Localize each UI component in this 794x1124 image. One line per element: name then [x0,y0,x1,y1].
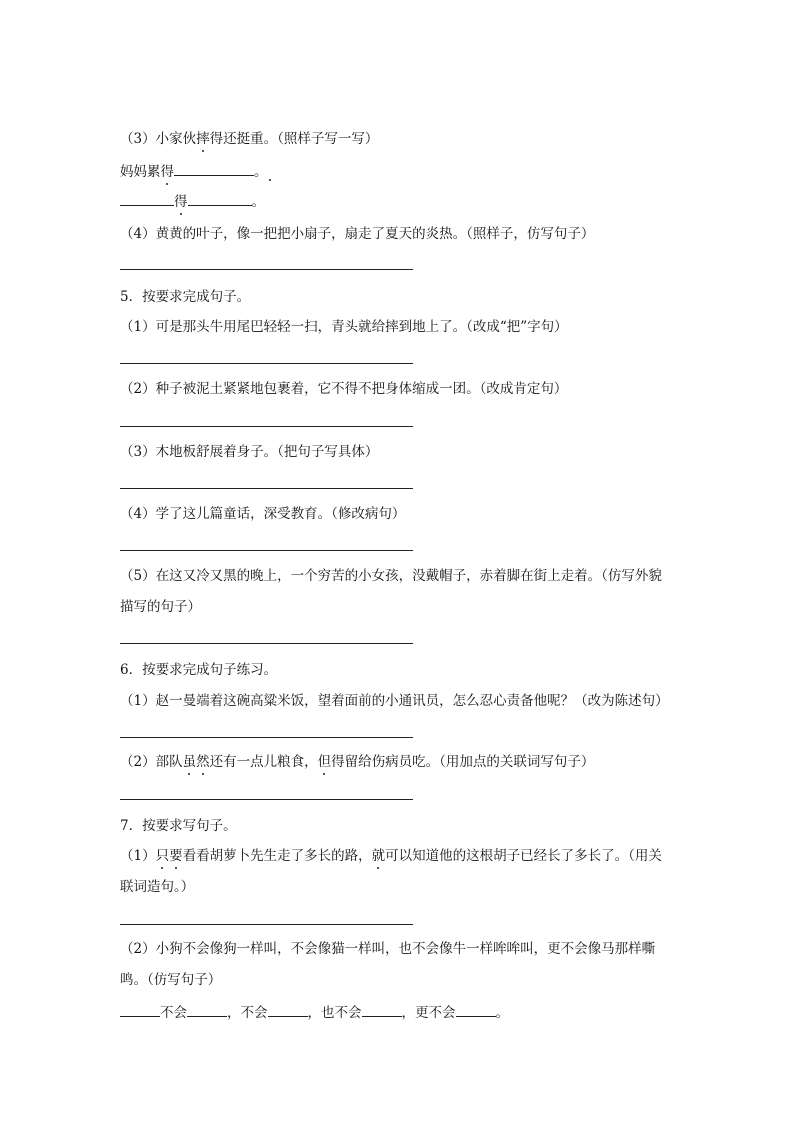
pattern-end: 。 [495,1005,509,1021]
q6-title: 6．按要求完成句子练习。 [120,662,278,678]
q7-item-1-line-2: 联词造句。） [120,879,195,895]
q6-item-2-text-c: 得留给伤病员吃。（用加点的关联词写句子） [331,754,595,770]
q5-item-2: （2）种子被泥土紧紧地包裹着，它不得不把身体缩成一团。（改成肯定句） [120,381,568,397]
q5-item-1-answer-line[interactable] [120,363,413,364]
q5-item-4-answer-line[interactable] [120,550,413,551]
q7-item-1-emphasized-char-1: 只 [155,848,170,864]
q5-item-3: （3）木地板舒展着身子。（把句子写具体） [120,444,379,460]
q6-item-2-text-b: 还有一点儿粮食， [209,754,318,770]
q4-3-prompt-text-a: （3）小家伙 [120,131,197,147]
q4-3-line2-blank-b[interactable] [188,192,252,206]
q5-item-3-answer-line[interactable] [120,488,413,489]
pattern-text-3: ，也不会 [307,1005,362,1021]
q5-title: 5．按要求完成句子。 [120,289,251,305]
q4-3-line1-emphasized-char: 得 [160,164,174,180]
q4-3-line2-emphasized-char: 得 [174,194,188,210]
q6-item-1-answer-line[interactable] [120,737,413,738]
q7-item-2-line-1: （2）小狗不会像狗一样叫，不会像猫一样叫，也不会像牛一样哞哞叫，更不会像马那样嘶 [120,941,656,957]
pattern-blank-5[interactable] [456,1003,496,1017]
q6-item-2-emphasized-char-2: 然 [196,754,210,770]
q5-item-2-answer-line[interactable] [120,426,413,427]
q7-item-1-text-b: 可以知道他的这根胡子已经长了多长了。（用关 [385,848,662,864]
q4-3-answer-line-1 [120,162,271,181]
q7-item-1-line-1 [120,847,662,865]
q5-item-5-answer-line[interactable] [120,643,413,644]
q6-item-2-answer-line[interactable] [120,799,413,800]
pattern-text-1: 不会 [160,1005,187,1021]
q4-3-line1-end: 。 [254,164,268,180]
pattern-text-2: ，不会 [227,1005,268,1021]
q4-4-prompt: （4）黄黄的叶子，像一把把小扇子，扇走了夏天的炎热。（照样子，仿写句子） [120,226,595,242]
q4-3-line2-end: 。 [251,194,265,210]
q6-item-2-text-a: （2）部队 [120,754,183,770]
q7-item-1-answer-line[interactable] [120,924,413,925]
q7-item-1-text-a: 看看胡萝卜先生走了多长的路， [182,848,372,864]
q7-item-1-number: （1） [120,848,156,864]
pattern-blank-4[interactable] [362,1003,402,1017]
q4-3-prompt-text-b: 得还挺重。（照样子写一写） [209,131,379,147]
q4-3-line2-blank-a[interactable] [120,192,174,206]
q6-item-2 [120,753,594,771]
q7-item-1-emphasized-char-3: 就 [371,848,386,864]
pattern-blank-1[interactable] [120,1003,160,1017]
q7-item-1-emphasized-char-2: 要 [169,848,183,864]
q4-3-line1-blank[interactable] [174,162,254,176]
q4-3-line1-text: 妈妈累 [120,164,161,180]
q7-item-2-line-2: 鸣。（仿写句子） [120,972,222,988]
q4-4-answer-line[interactable] [120,269,413,270]
q5-item-1: （1）可是那头牛用尾巴轻轻一扫，青头就给摔到地上了。（改成“把”字句） [120,319,568,335]
q5-item-4: （4）学了这儿篇童话，深受教育。（修改病句） [120,506,406,522]
pattern-blank-2[interactable] [187,1003,227,1017]
q7-item-2-pattern [120,1003,509,1022]
q6-item-1: （1）赵一曼端着这碗高粱米饭，望着面前的小通讯员，怎么忍心责备他呢？（改为陈述句） [120,693,669,709]
q6-item-2-emphasized-char-1: 虽 [182,754,197,770]
q4-3-line1-trailing-dot [269,179,271,181]
q4-3-emphasized-char: 摔 [196,131,210,147]
q5-item-5-line-1: （5）在这又冷又黑的晚上，一个穷苦的小女孩，没戴帽子，赤着脚在街上走着。（仿写外貌 [120,568,662,584]
q7-title: 7．按要求写句子。 [120,818,237,834]
q4-3-prompt [120,130,378,148]
pattern-text-4: ，更不会 [401,1005,456,1021]
q4-3-answer-line-2 [120,192,265,211]
q5-item-5-line-2: 描写的句子） [120,599,201,615]
pattern-blank-3[interactable] [268,1003,308,1017]
q6-item-2-emphasized-char-3: 但 [317,754,332,770]
